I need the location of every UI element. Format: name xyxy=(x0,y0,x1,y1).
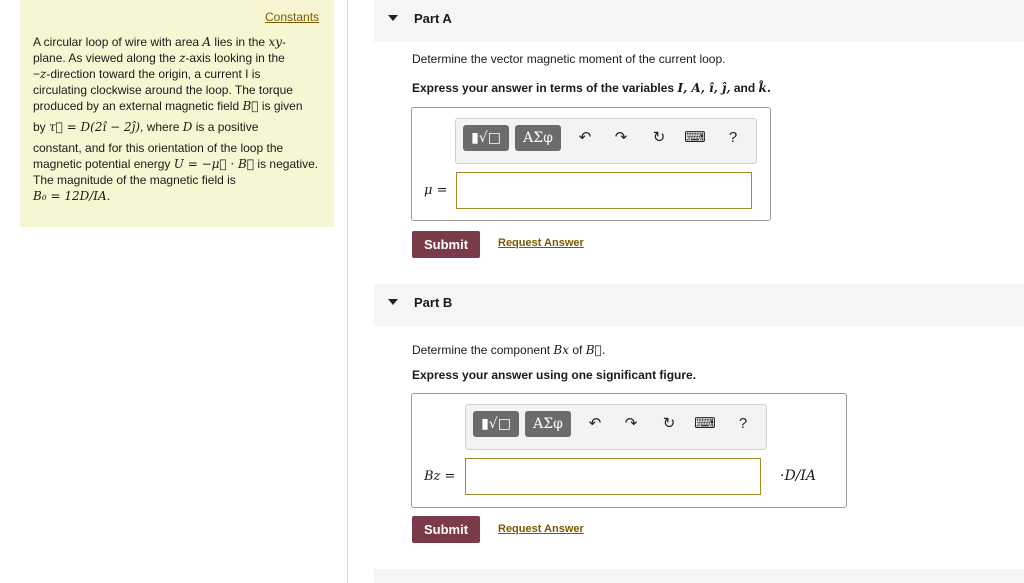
part-a-request-answer-link[interactable]: Request Answer xyxy=(498,237,584,249)
part-a-answer-box xyxy=(411,107,771,221)
unit-label: ·D/IA xyxy=(780,468,817,484)
part-b-header[interactable] xyxy=(374,284,1024,326)
part-a-instruction: Express your answer in terms of the variables I, A, î, ĵ, and k̂. xyxy=(412,81,772,95)
undo-icon[interactable]: ↶ xyxy=(588,415,602,432)
part-a-title: Part A xyxy=(414,11,452,26)
problem-statement: A circular loop of wire with area A lies in the xy- plane. As viewed along the z-axis looking in the −z-direction toward the origin, a current I is circulating clockwise around the loop. The torque produced by an external magnetic field B⃗ is given by τ⃗ = D(2î − 2ĵ), where D is a positive constant, and for this orientation of the loop the magnetic potential energy U = −μ⃗ · B⃗ is negative. The magnitude of the magnetic field is B₀ = 12D/IA. xyxy=(33,35,319,203)
reset-icon[interactable]: ↻ xyxy=(662,415,676,432)
collapse-triangle-icon[interactable] xyxy=(388,299,398,305)
keyboard-icon[interactable]: ⌨ xyxy=(694,415,716,432)
part-a-submit-button[interactable]: Submit xyxy=(412,231,480,258)
greek-symbols-button[interactable]: ΑΣφ xyxy=(525,411,571,437)
part-b-submit-button[interactable]: Submit xyxy=(412,516,480,543)
greek-symbols-button[interactable]: ΑΣφ xyxy=(515,125,561,151)
bz-input[interactable] xyxy=(465,458,761,495)
part-b-title: Part B xyxy=(414,295,453,310)
constants-link[interactable]: Constants xyxy=(265,10,320,24)
next-part-header xyxy=(374,569,1024,583)
math-toolbar xyxy=(455,118,757,164)
mu-label: μ = xyxy=(424,183,448,198)
part-b-question: Determine the component Bx of B⃗. xyxy=(412,343,606,357)
panel-divider xyxy=(347,0,348,583)
mu-input[interactable] xyxy=(456,172,752,209)
templates-button[interactable]: ▮√□ xyxy=(473,411,519,437)
redo-icon[interactable]: ↷ xyxy=(624,415,638,432)
part-b-request-answer-link[interactable]: Request Answer xyxy=(498,523,584,535)
part-b-answer-box xyxy=(411,393,847,508)
help-icon[interactable]: ? xyxy=(728,129,738,146)
redo-icon[interactable]: ↷ xyxy=(614,129,628,146)
undo-icon[interactable]: ↶ xyxy=(578,129,592,146)
math-toolbar xyxy=(465,404,767,450)
collapse-triangle-icon[interactable] xyxy=(388,15,398,21)
part-a-header[interactable] xyxy=(374,0,1024,42)
part-b-instruction: Express your answer using one significant figure. xyxy=(412,368,697,382)
bz-label: Bz = xyxy=(424,469,456,484)
reset-icon[interactable]: ↻ xyxy=(652,129,666,146)
part-a-question: Determine the vector magnetic moment of the current loop. xyxy=(412,52,726,66)
templates-button[interactable]: ▮√□ xyxy=(463,125,509,151)
help-icon[interactable]: ? xyxy=(738,415,748,432)
keyboard-icon[interactable]: ⌨ xyxy=(684,129,706,146)
